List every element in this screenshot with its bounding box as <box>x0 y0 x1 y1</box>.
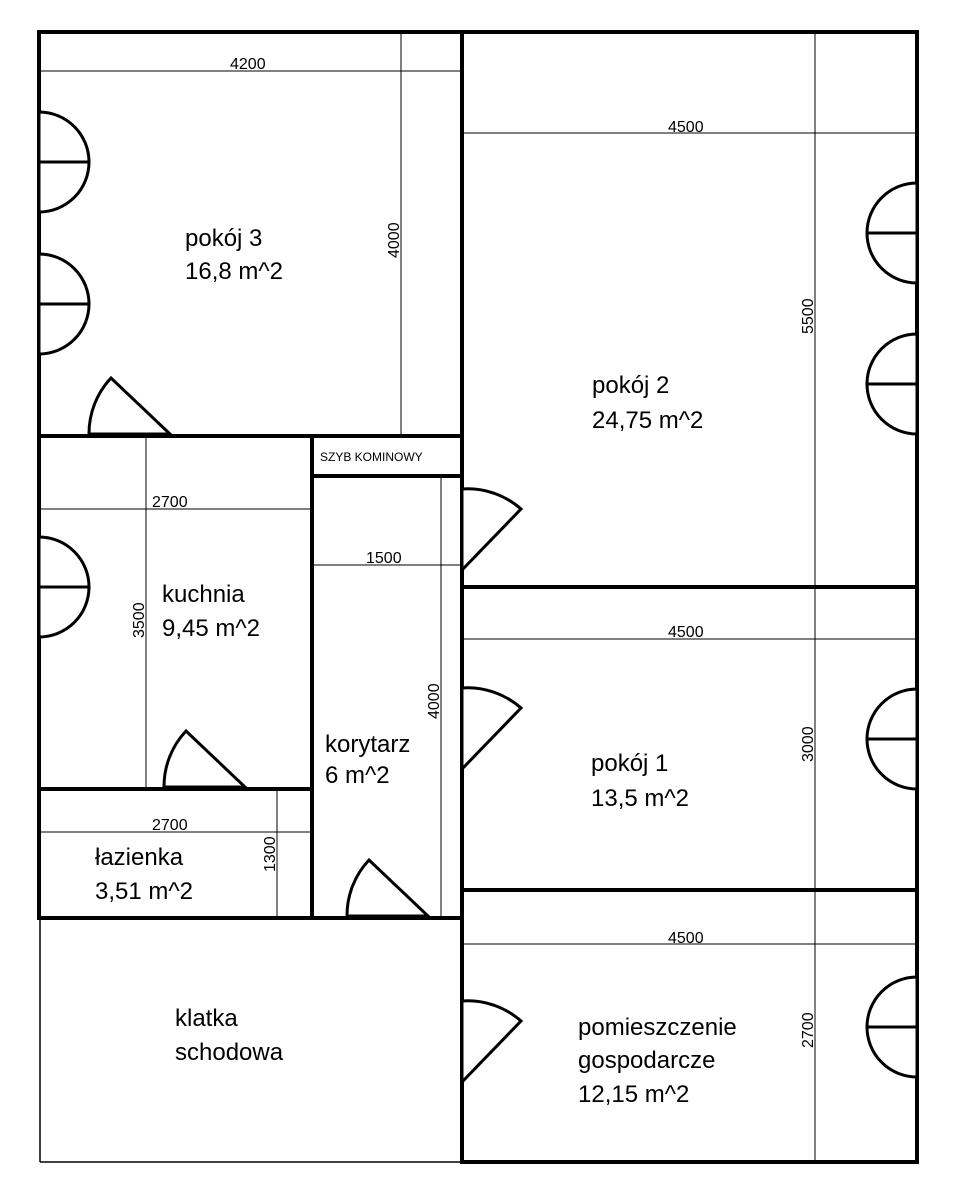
room-pokoj2-name: pokój 2 <box>592 372 670 399</box>
door-pokoj2 <box>462 489 521 570</box>
dim-pokoj1-width: 4500 <box>668 624 704 641</box>
room-pokoj3-area: 16,8 m^2 <box>185 258 283 285</box>
dim-gospodarcze-width: 4500 <box>668 930 704 947</box>
doors <box>89 378 521 1082</box>
door-gospodarcze <box>462 1001 521 1082</box>
dim-kuchnia-height: 3500 <box>131 602 148 638</box>
room-pokoj1-area: 13,5 m^2 <box>591 785 689 812</box>
dim-lazienka-width: 2700 <box>152 817 188 834</box>
room-gospodarcze-line2: gospodarcze <box>578 1047 716 1074</box>
dim-pokoj2-height: 5500 <box>800 298 817 334</box>
dim-korytarz-width: 1500 <box>366 550 402 567</box>
window-pokoj3-upper <box>39 112 89 212</box>
dim-pokoj2-width: 4500 <box>668 119 704 136</box>
dim-lazienka-height: 1300 <box>262 836 279 872</box>
door-kuchnia <box>164 731 245 787</box>
room-klatka-line2: schodowa <box>175 1039 284 1066</box>
window-pokoj2-lower <box>867 334 917 434</box>
dim-pokoj3-width: 4200 <box>230 56 266 73</box>
dim-korytarz-height: 4000 <box>426 683 443 719</box>
room-pokoj2-area: 24,75 m^2 <box>592 407 704 434</box>
room-gospodarcze-line1: pomieszczenie <box>578 1014 737 1041</box>
room-kuchnia-area: 9,45 m^2 <box>162 615 260 642</box>
room-korytarz-name: korytarz <box>325 731 411 758</box>
window-pokoj2-upper <box>867 183 917 283</box>
room-pokoj1-name: pokój 1 <box>591 750 669 777</box>
room-lazienka-name: łazienka <box>95 844 184 871</box>
room-gospodarcze-area: 12,15 m^2 <box>578 1081 690 1108</box>
dim-pokoj1-height: 3000 <box>800 726 817 762</box>
door-korytarz <box>347 860 428 916</box>
shaft-label: SZYB KOMINOWY <box>320 450 423 464</box>
room-lazienka-area: 3,51 m^2 <box>95 878 193 905</box>
window-kuchnia <box>39 537 89 637</box>
room-klatka-line1: klatka <box>175 1005 238 1032</box>
window-pokoj1 <box>867 689 917 789</box>
door-pokoj3 <box>89 378 170 434</box>
window-gospodarcze <box>867 977 917 1077</box>
window-pokoj3-lower <box>39 254 89 354</box>
room-labels <box>95 225 737 1108</box>
door-pokoj1 <box>462 688 521 769</box>
dim-gospodarcze-height: 2700 <box>800 1012 817 1048</box>
room-pokoj3-name: pokój 3 <box>185 225 263 252</box>
room-korytarz-area: 6 m^2 <box>325 762 390 789</box>
dim-pokoj3-height: 4000 <box>386 222 403 258</box>
dim-kuchnia-width: 2700 <box>152 494 188 511</box>
room-kuchnia-name: kuchnia <box>162 581 245 608</box>
